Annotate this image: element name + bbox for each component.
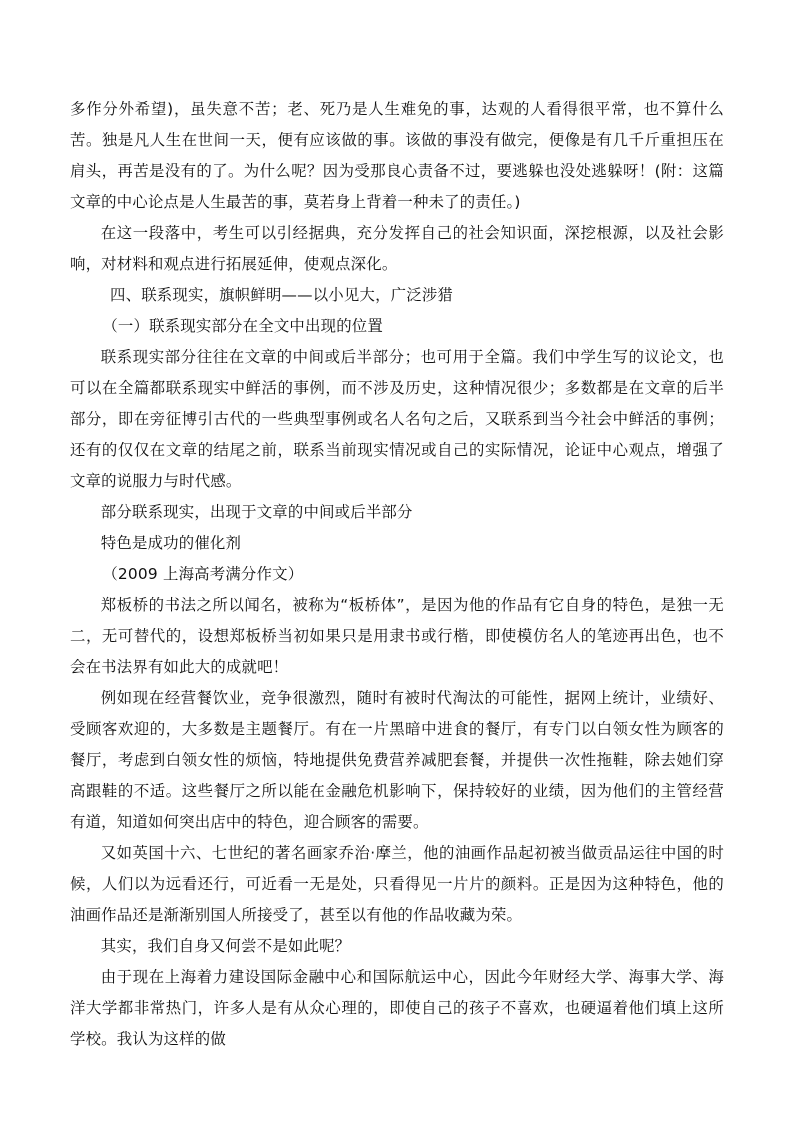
paragraph-zheng-banqiao: 郑板桥的书法之所以闻名，被称为“板桥体”，是因为他的作品有它自身的特色，是独一无二，无可替代的，设想郑板桥当初如果只是用隶书或行楷，即使模仿名人的笔迹再出色，也不会在书法界有如此大的成就吧！ bbox=[70, 596, 724, 676]
subsection-heading: （一）联系现实部分在全文中出现的位置 bbox=[102, 317, 383, 335]
paragraph-shanghai: 由于现在上海着力建设国际金融中心和国际航运中心，因此今年财经大学、海事大学、海洋大学都非常热门，许多人是有从众心理的，即使自己的孩子不喜欢，也硬逼着他们填上这所学校。我认为这样的做 bbox=[70, 968, 724, 1048]
paragraph-label: 部分联系现实，出现于文章的中间或后半部分 bbox=[100, 503, 413, 521]
document-page bbox=[70, 94, 724, 1055]
essay-source: （2009 上海高考满分作文） bbox=[102, 565, 304, 583]
essay-title: 特色是成功的催化剂 bbox=[100, 534, 242, 552]
paragraph-restaurant: 例如现在经营餐饮业，竞争很激烈，随时有被时代淘汰的可能性，据网上统计，业绩好、受顾客欢迎的，大多数是主题餐厅。有在一片黑暗中进食的餐厅，有专门以白领女性为顾客的餐厅，考虑到白领女性的烦恼，特地提供免费营养减肥套餐，并提供一次性拖鞋，除去她们穿高跟鞋的不适。这些餐厅之所以能在金融危机影响下，保持较好的业绩，因为他们的主管经营有道，知道如何突出店中的特色，迎合顾客的需要。 bbox=[70, 689, 724, 831]
paragraph-continued: 多作分外希望)，虽失意不苦；老、死乃是人生难免的事，达观的人看得很平常，也不算什么苦。独是凡人生在世间一天，便有应该做的事。该做的事没有做完，便像是有几千斤重担压在肩头，再苦是没有的了。为什么呢？因为受那良心责备不过，要逃躲也没处逃躲呀！(附：这篇文章的中心论点是人生最苦的事，莫若身上背着一种未了的责任。) bbox=[70, 100, 724, 211]
paragraph-question: 其实，我们自身又何尝不是如此呢？ bbox=[100, 937, 351, 955]
paragraph-position: 联系现实部分往往在文章的中间或后半部分；也可用于全篇。我们中学生写的议论文，也可以在全篇都联系现实中鲜活的事例，而不涉及历史，这种情况很少；多数都是在文章的后半部分，即在旁征博引古代的一些典型事例或名人名句之后，又联系到当今社会中鲜活的事例；还有的仅仅在文章的结尾之前，联系当前现实情况或自己的实际情况，论证中心观点，增强了文章的说服力与时代感。 bbox=[70, 348, 724, 490]
paragraph-morland: 又如英国十六、七世纪的著名画家乔治·摩兰，他的油画作品起初被当做贡品运往中国的时候，人们以为远看还行，可近看一无是处，只看得见一片片的颜料。正是因为这种特色，他的油画作品还是渐渐别国人所接受了，甚至以有他的作品收藏为荣。 bbox=[70, 844, 724, 924]
section-heading: 四、联系现实，旗帜鲜明——以小见大，广泛涉猎 bbox=[110, 286, 454, 304]
paragraph-analysis: 在这一段落中，考生可以引经据典，充分发挥自己的社会知识面，深挖根源，以及社会影响，对材料和观点进行拓展延伸，使观点深化。 bbox=[70, 224, 724, 273]
